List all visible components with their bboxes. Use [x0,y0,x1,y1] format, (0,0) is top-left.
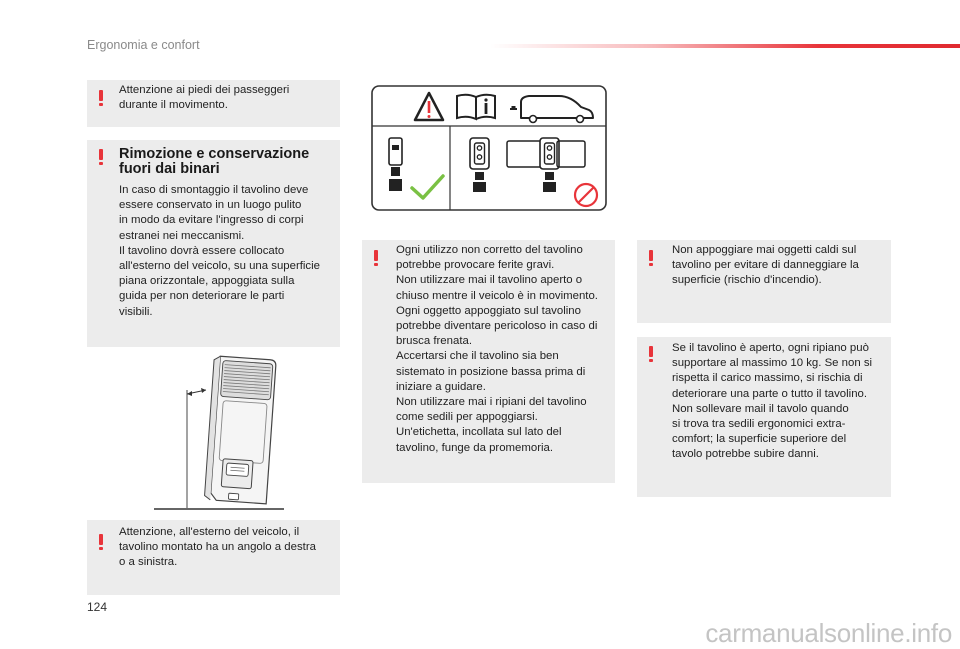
watermark: carmanualsonline.info [705,618,952,648]
section-title: Ergonomia e confort [87,38,200,52]
exclamation-icon [374,250,378,266]
warning-box-angle [87,520,340,595]
warning-box-feet [87,80,340,127]
exclamation-icon [99,90,103,106]
removal-body: In caso di smontaggio il tavolino deve essere conservato in un luogo pulito in modo da evitare l'ingresso di corpi estranei nei meccanismi. Il tavolino dovrà essere collocato all'esterno del veicolo, su una superficie piana orizzontale, appoggiata sulla guida per non deteriorare le parti visibili. [119,184,320,318]
exclamation-icon [99,534,103,550]
warning-text-load: Se il tavolino è aperto, ogni ripiano può supportare al massimo 10 kg. Se non si rispetta il carico massimo, si rischia di deteriorare una parte o tutto il tavolino. Non sollevare mail il tavolo quando si trova tra sedili ergonomici extra- comfort; la superficie superiore del tavolo potrebbe subire danni. [672,342,873,461]
exclamation-icon [649,250,653,266]
exclamation-icon [649,346,653,362]
warning-box-load [637,337,891,497]
page-number: 124 [87,600,108,614]
warning-text-angle: Attenzione, all'esterno del veicolo, il tavolino montato ha un angolo a destra o a sinistra. [119,526,316,569]
warning-text-misuse: Ogni utilizzo non corretto del tavolino potrebbe provocare ferite gravi. Non utilizzare mai il tavolino aperto o chiuso mentre il veicolo è in movimento. Ogni oggetto appoggiato sul tavolino potrebbe diventare pericoloso in caso di brusca frenata. Accertarsi che il tavolino sia ben sistemato in posizione bassa prima di iniziare a guidare. Non utilizzare mai i ripiani del tavolino come sedili per appoggiarsi. Un'etichetta, incollata sul lato del tavolino, funge da promemoria. [396,244,598,454]
warning-text-feet: Attenzione ai piedi dei passeggeri durante il movimento. [119,84,290,112]
pictogram-label [371,85,607,211]
warning-box-hot-objects [637,240,891,323]
removal-title: Rimozione e conservazione fuori dai binari [119,146,310,177]
header-accent-bar [490,44,960,48]
warning-box-misuse [362,240,615,483]
exclamation-icon [99,149,103,165]
warning-text-hot-objects: Non appoggiare mai oggetti caldi sul tavolino per evitare di danneggiare la superficie (rischio d'incendio). [672,244,859,287]
warning-box-removal [87,140,340,347]
table-tilt-illustration [150,350,290,515]
